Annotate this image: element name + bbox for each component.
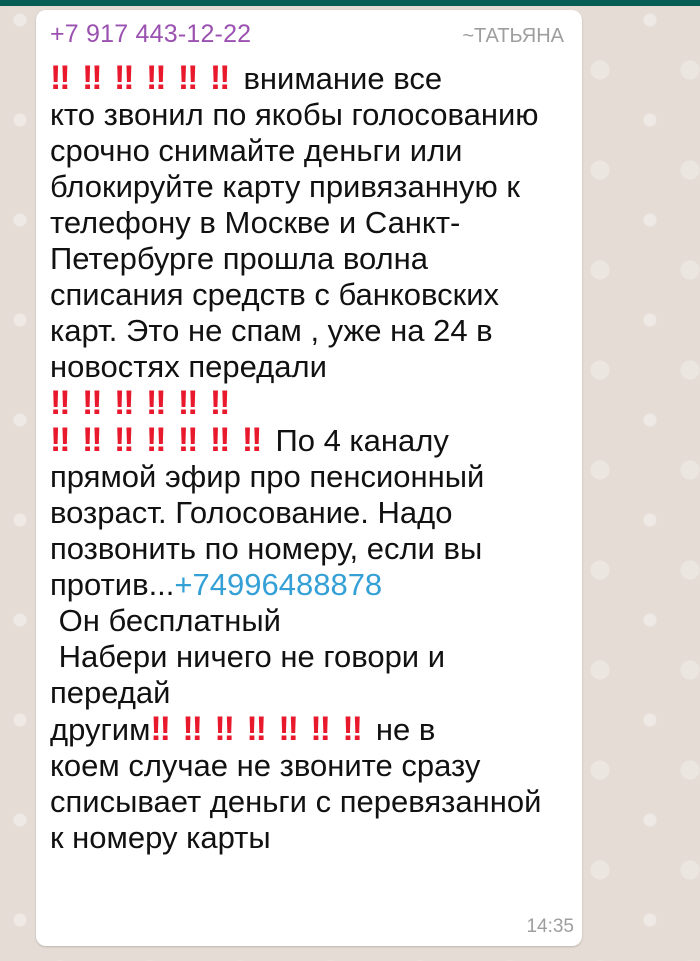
message-line-text: По 4 каналу xyxy=(275,423,449,458)
message-bubble[interactable] xyxy=(36,10,582,946)
message-line: телефону в Москве и Санкт- xyxy=(50,205,461,240)
message-line: прямой эфир про пенсионный xyxy=(50,459,485,494)
message-line xyxy=(50,60,566,97)
message-line xyxy=(50,567,566,603)
message-text xyxy=(50,60,566,856)
message-line xyxy=(50,422,566,459)
message-line-text: другим xyxy=(50,712,151,747)
message-line: передай xyxy=(50,675,171,710)
message-line: новостях передали xyxy=(50,349,327,384)
message-line: списания средств с банковских xyxy=(50,277,500,312)
message-line: Набери ничего не говори и xyxy=(50,639,446,674)
exclamation-emoji-row: ‼ ‼ ‼ ‼ ‼ ‼ ‼ xyxy=(50,421,264,459)
exclamation-emoji-row: ‼ ‼ ‼ ‼ ‼ ‼ xyxy=(50,384,232,422)
message-line: позвонить по номеру, если вы xyxy=(50,531,483,566)
message-timestamp: 14:35 xyxy=(526,916,574,937)
phone-number-link[interactable]: +74996488878 xyxy=(174,567,383,602)
message-line: срочно снимайте деньги или xyxy=(50,133,463,168)
message-line xyxy=(50,385,566,422)
exclamation-emoji-row: ‼ ‼ ‼ ‼ ‼ ‼ xyxy=(50,59,232,97)
message-line: к номеру карты xyxy=(50,820,271,855)
exclamation-emoji-row: ‼ ‼ ‼ ‼ ‼ ‼ ‼ xyxy=(150,710,364,748)
app-header-edge xyxy=(0,0,700,6)
message-line-text: не в xyxy=(375,712,436,747)
message-line: кто звонил по якобы голосованию xyxy=(50,97,539,132)
sender-name: ~ТАТЬЯНА xyxy=(462,25,564,47)
message-line: списывает деньги с перевязанной xyxy=(50,784,542,819)
message-line: коем случае не звоните сразу xyxy=(50,748,481,783)
message-line: Он бесплатный xyxy=(50,603,281,638)
sender-phone[interactable]: +7 917 443-12-22 xyxy=(50,20,252,48)
message-line: Петербурге прошла волна xyxy=(50,241,428,276)
message-line: блокируйте карту привязанную к xyxy=(50,169,520,204)
message-line: карт. Это не спам , уже на 24 в xyxy=(50,313,493,348)
message-line-text: внимание все xyxy=(243,61,443,96)
message-line: возраст. Голосование. Надо xyxy=(50,495,453,530)
message-line-text: против... xyxy=(50,567,175,602)
message-line xyxy=(50,711,566,748)
message-header xyxy=(50,20,566,60)
